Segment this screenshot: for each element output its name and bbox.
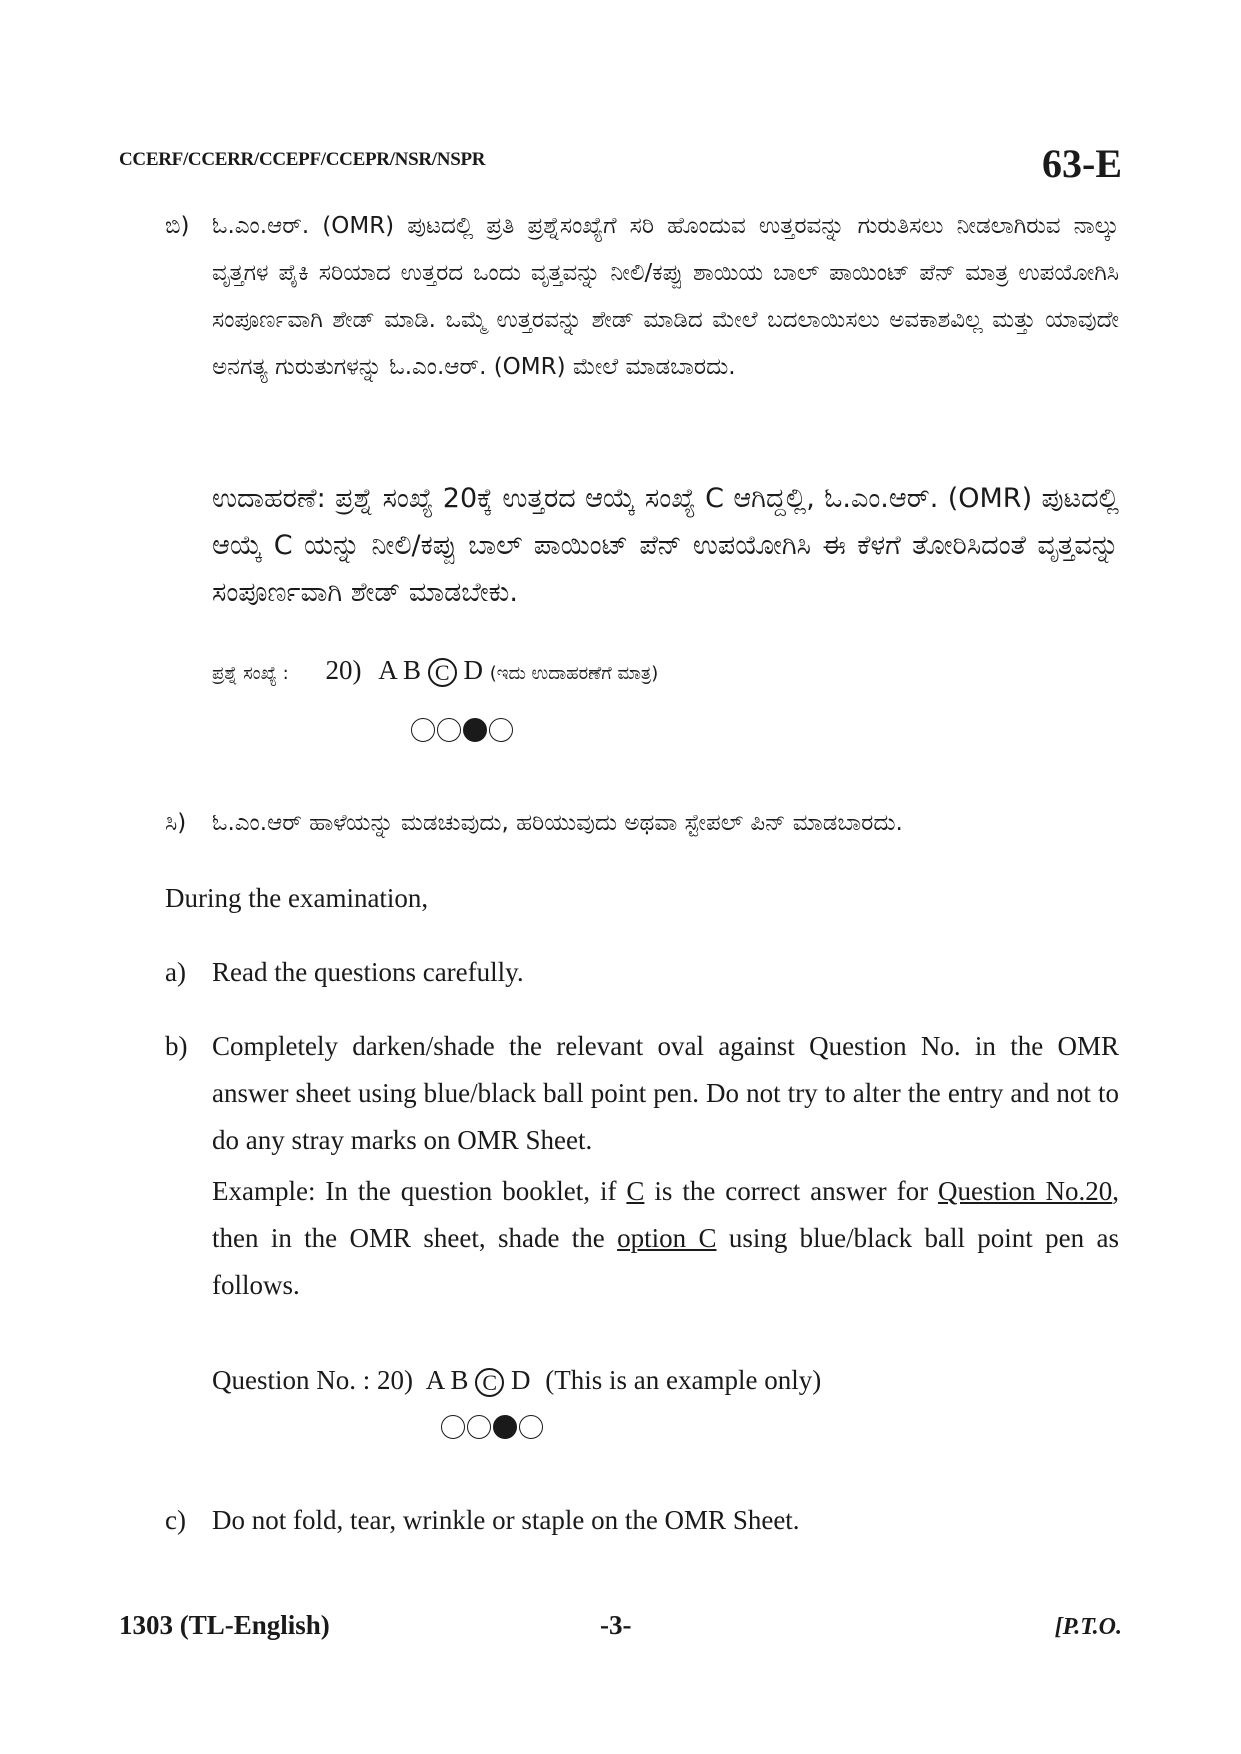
- option-b: B: [450, 1365, 469, 1395]
- option-d: D: [511, 1365, 531, 1395]
- kannada-question-example: [212, 655, 658, 687]
- footer-booklet-code: 1303 (TL-English): [119, 1610, 330, 1640]
- english-instruction-a: [165, 949, 1119, 996]
- item-marker: ಬಿ): [165, 213, 190, 239]
- kannada-instruction-b: [165, 203, 1119, 391]
- underlined-question-no: Question No.20: [938, 1176, 1113, 1206]
- kannada-example-text: ಉದಾಹರಣೆ: ಪ್ರಶ್ನೆ ಸಂಖ್ಯೆ 20ಕ್ಕೆ ಉತ್ತರದ ಆಯ್ಕೆ ಸಂಖ್ಯೆ C ಆಗಿದ್ದಲ್ಲಿ, ಓ.ಎಂ.ಆರ್. (OMR) ಪುಟದಲ್ಲಿ ಆಯ್ಕೆ C ಯನ್ನು ನೀಲಿ/ಕಪ್ಪು ಬಾಲ್ ಪಾಯಿಂಟ್ ಪೆನ್ ಉಪಯೋಗಿಸಿ ಈ ಕೆಳಗೆ ತೋರಿಸಿದಂತೆ ವೃತ್ತವನ್ನು ಸಂಪೂರ್ಣವಾಗಿ ಶೇಡ್ ಮಾಡಬೇಕು.: [212, 483, 1119, 608]
- instruction-text: Do not fold, tear, wrinkle or staple on the OMR Sheet.: [212, 1505, 800, 1535]
- exam-code: CCERF/CCERR/CCEPF/CCEPR/NSR/NSPR: [119, 149, 486, 170]
- question-label: ಪ್ರಶ್ನೆ ಸಂಖ್ಯೆ :: [212, 663, 289, 684]
- english-intro: During the examination,: [165, 883, 429, 913]
- bubble-d: [519, 1415, 543, 1439]
- instruction-text: ಓ.ಎಂ.ಆರ್ ಹಾಳೆಯನ್ನು ಮಡಚುವುದು, ಹರಿಯುವುದು ಅಥವಾ ಸ್ಟೇಪಲ್ ಪಿನ್ ಮಾಡಬಾರದು.: [212, 810, 903, 836]
- option-a: A: [425, 1365, 444, 1395]
- item-marker: b): [165, 1031, 188, 1061]
- bubble-c-filled: [463, 718, 487, 742]
- instruction-text: Read the questions carefully.: [212, 957, 524, 987]
- question-number: 20): [325, 655, 362, 685]
- bubble-b: [467, 1415, 491, 1439]
- kannada-instruction-c: [165, 800, 1119, 847]
- english-instruction-c: [165, 1497, 1119, 1544]
- underlined-option-c: option C: [617, 1223, 717, 1253]
- bubble-a: [441, 1415, 465, 1439]
- bubble-b: [437, 718, 461, 742]
- pto-label: [P.T.O.: [1054, 1614, 1122, 1640]
- option-c-circled: C: [475, 1368, 504, 1397]
- option-d: D: [463, 655, 483, 685]
- option-b: B: [402, 655, 421, 685]
- item-marker: c): [165, 1505, 186, 1535]
- example-note: (ಇದು ಉದಾಹರಣೆಗೆ ಮಾತ್ರ): [489, 663, 659, 684]
- item-marker: a): [165, 957, 186, 987]
- english-question-example: [212, 1365, 821, 1397]
- page-number: -3-: [600, 1610, 632, 1640]
- instruction-text: ಓ.ಎಂ.ಆರ್. (OMR) ಪುಟದಲ್ಲಿ ಪ್ರತಿ ಪ್ರಶ್ನೆಸಂಖ್ಯೆಗೆ ಸರಿ ಹೊಂದುವ ಉತ್ತರವನ್ನು ಗುರುತಿಸಲು ನೀಡಲಾಗಿರುವ ನಾಲ್ಕು ವೃತ್ತಗಳ ಪೈಕಿ ಸರಿಯಾದ ಉತ್ತರದ ಒಂದು ವೃತ್ತವನ್ನು ನೀಲಿ/ಕಪ್ಪು ಶಾಯಿಯ ಬಾಲ್ ಪಾಯಿಂಟ್ ಪೆನ್ ಮಾತ್ರ ಉಪಯೋಗಿಸಿ ಸಂಪೂರ್ಣವಾಗಿ ಶೇಡ್ ಮಾಡಿ. ಒಮ್ಮೆ ಉತ್ತರವನ್ನು ಶೇಡ್ ಮಾಡಿದ ಮೇಲೆ ಬದಲಾಯಿಸಲು ಅವಕಾಶವಿಲ್ಲ ಮತ್ತು ಯಾವುದೇ ಅನಗತ್ಯ ಗುರುತುಗಳನ್ನು ಓ.ಎಂ.ಆರ್. (OMR) ಮೇಲೆ ಮಾಡಬಾರದು.: [212, 213, 1119, 380]
- instruction-text: Completely darken/shade the relevant oval against Question No. in the OMR answer sheet using blue/black ball point pen. Do not try to alter the entry and not to do any stray marks on OMR Sheet.: [212, 1031, 1119, 1155]
- english-example-text: Example: In the question booklet, if C is the correct answer for Question No.20, then in the OMR sheet, shade the option C using blue/black ball point pen as follows.: [212, 1176, 1119, 1300]
- omr-bubbles-kannada: [411, 718, 513, 742]
- bubble-c-filled: [493, 1415, 517, 1439]
- omr-bubbles-english: [441, 1415, 543, 1439]
- option-a: A: [378, 655, 397, 685]
- question-label: Question No. : 20): [212, 1365, 413, 1395]
- english-instruction-b: [165, 1023, 1119, 1164]
- bubble-a: [411, 718, 435, 742]
- example-note: (This is an example only): [545, 1365, 822, 1395]
- bubble-d: [489, 718, 513, 742]
- underlined-c: C: [626, 1176, 645, 1206]
- item-marker: ಸಿ): [165, 810, 187, 836]
- option-c-circled: C: [428, 658, 457, 687]
- page-code: 63-E: [1042, 141, 1122, 186]
